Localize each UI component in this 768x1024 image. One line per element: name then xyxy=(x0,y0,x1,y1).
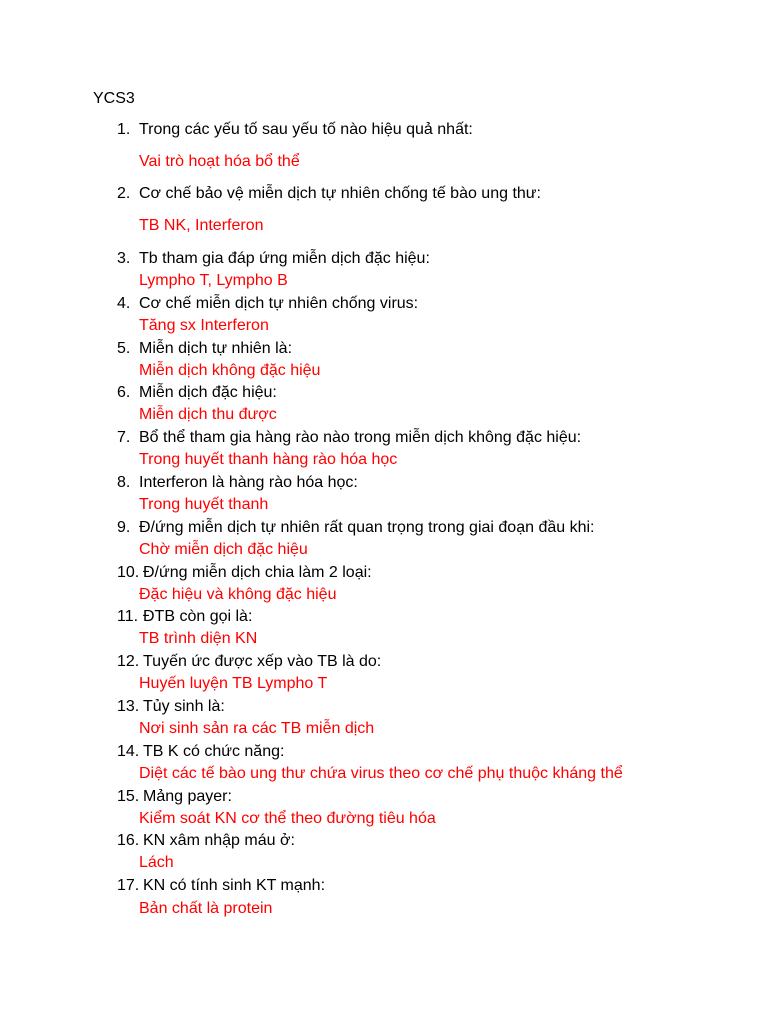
question-number: 2. xyxy=(117,185,131,202)
question-text: KN có tính sinh KT mạnh: xyxy=(143,877,326,894)
answer-15: Kiểm soát KN cơ thể theo đường tiêu hóa xyxy=(139,810,436,827)
question-number: 12. xyxy=(117,653,140,670)
question-text: Cơ chế miễn dịch tự nhiên chống virus: xyxy=(139,295,419,312)
question-number: 4. xyxy=(117,295,131,312)
question-number: 5. xyxy=(117,340,131,357)
answer-7: Trong huyết thanh hàng rào hóa học xyxy=(139,451,398,468)
question-text: Bổ thể tham gia hàng rào nào trong miễn dịch không đặc hiệu: xyxy=(139,429,582,446)
question-text: Miễn dịch tự nhiên là: xyxy=(139,340,293,357)
question-text: TB K có chức năng: xyxy=(143,743,285,760)
answer-10: Đặc hiệu và không đặc hiệu xyxy=(139,586,337,603)
question-number: 6. xyxy=(117,384,131,401)
question-number: 9. xyxy=(117,519,131,536)
question-number: 3. xyxy=(117,250,131,267)
question-number: 15. xyxy=(117,788,140,805)
answer-2: TB NK, Interferon xyxy=(139,217,264,234)
question-number: 17. xyxy=(117,877,140,894)
question-text: Interferon là hàng rào hóa học: xyxy=(139,474,358,491)
document-title: YCS3 xyxy=(93,90,135,107)
answer-11: TB trình diện KN xyxy=(139,630,258,647)
question-number: 10. xyxy=(117,564,140,581)
question-number: 1. xyxy=(117,121,131,138)
answer-12: Huyến luyện TB Lympho T xyxy=(139,675,328,692)
answer-8: Trong huyết thanh xyxy=(139,496,269,513)
question-text: Tb tham gia đáp ứng miễn dịch đặc hiệu: xyxy=(139,250,430,267)
question-number: 13. xyxy=(117,698,140,715)
question-text: Đ/ứng miễn dịch tự nhiên rất quan trọng trong giai đoạn đầu khi: xyxy=(139,519,595,536)
question-text: Tuyến ức được xếp vào TB là do: xyxy=(143,653,382,670)
question-text: Tủy sinh là: xyxy=(143,698,225,715)
answer-6: Miễn dịch thu được xyxy=(139,406,277,423)
question-text: ĐTB còn gọi là: xyxy=(143,608,253,625)
answer-17: Bản chất là protein xyxy=(139,900,273,917)
question-text: Mảng payer: xyxy=(143,788,232,805)
question-text: KN xâm nhập máu ở: xyxy=(143,832,295,849)
answer-13: Nơi sinh sản ra các TB miễn dịch xyxy=(139,720,375,737)
answer-1: Vai trò hoạt hóa bổ thể xyxy=(139,153,300,170)
answer-3: Lympho T, Lympho B xyxy=(139,272,288,289)
answer-4: Tăng sx Interferon xyxy=(139,317,269,334)
answer-9: Chờ miễn dịch đặc hiệu xyxy=(139,541,308,558)
question-text: Trong các yếu tố sau yếu tố nào hiệu quả nhất: xyxy=(139,121,473,138)
answer-16: Lách xyxy=(139,854,174,871)
question-text: Đ/ứng miễn dịch chia làm 2 loại: xyxy=(143,564,372,581)
answer-5: Miễn dịch không đặc hiệu xyxy=(139,362,321,379)
question-text: Cơ chế bảo vệ miễn dịch tự nhiên chống tế bào ung thư: xyxy=(139,185,541,202)
answer-14: Diệt các tế bào ung thư chứa virus theo cơ chế phụ thuộc kháng thể xyxy=(139,765,623,782)
question-number: 16. xyxy=(117,832,140,849)
question-number: 8. xyxy=(117,474,131,491)
question-number: 11. xyxy=(117,608,139,625)
question-text: Miễn dịch đặc hiệu: xyxy=(139,384,277,401)
question-number: 14. xyxy=(117,743,140,760)
question-number: 7. xyxy=(117,429,131,446)
